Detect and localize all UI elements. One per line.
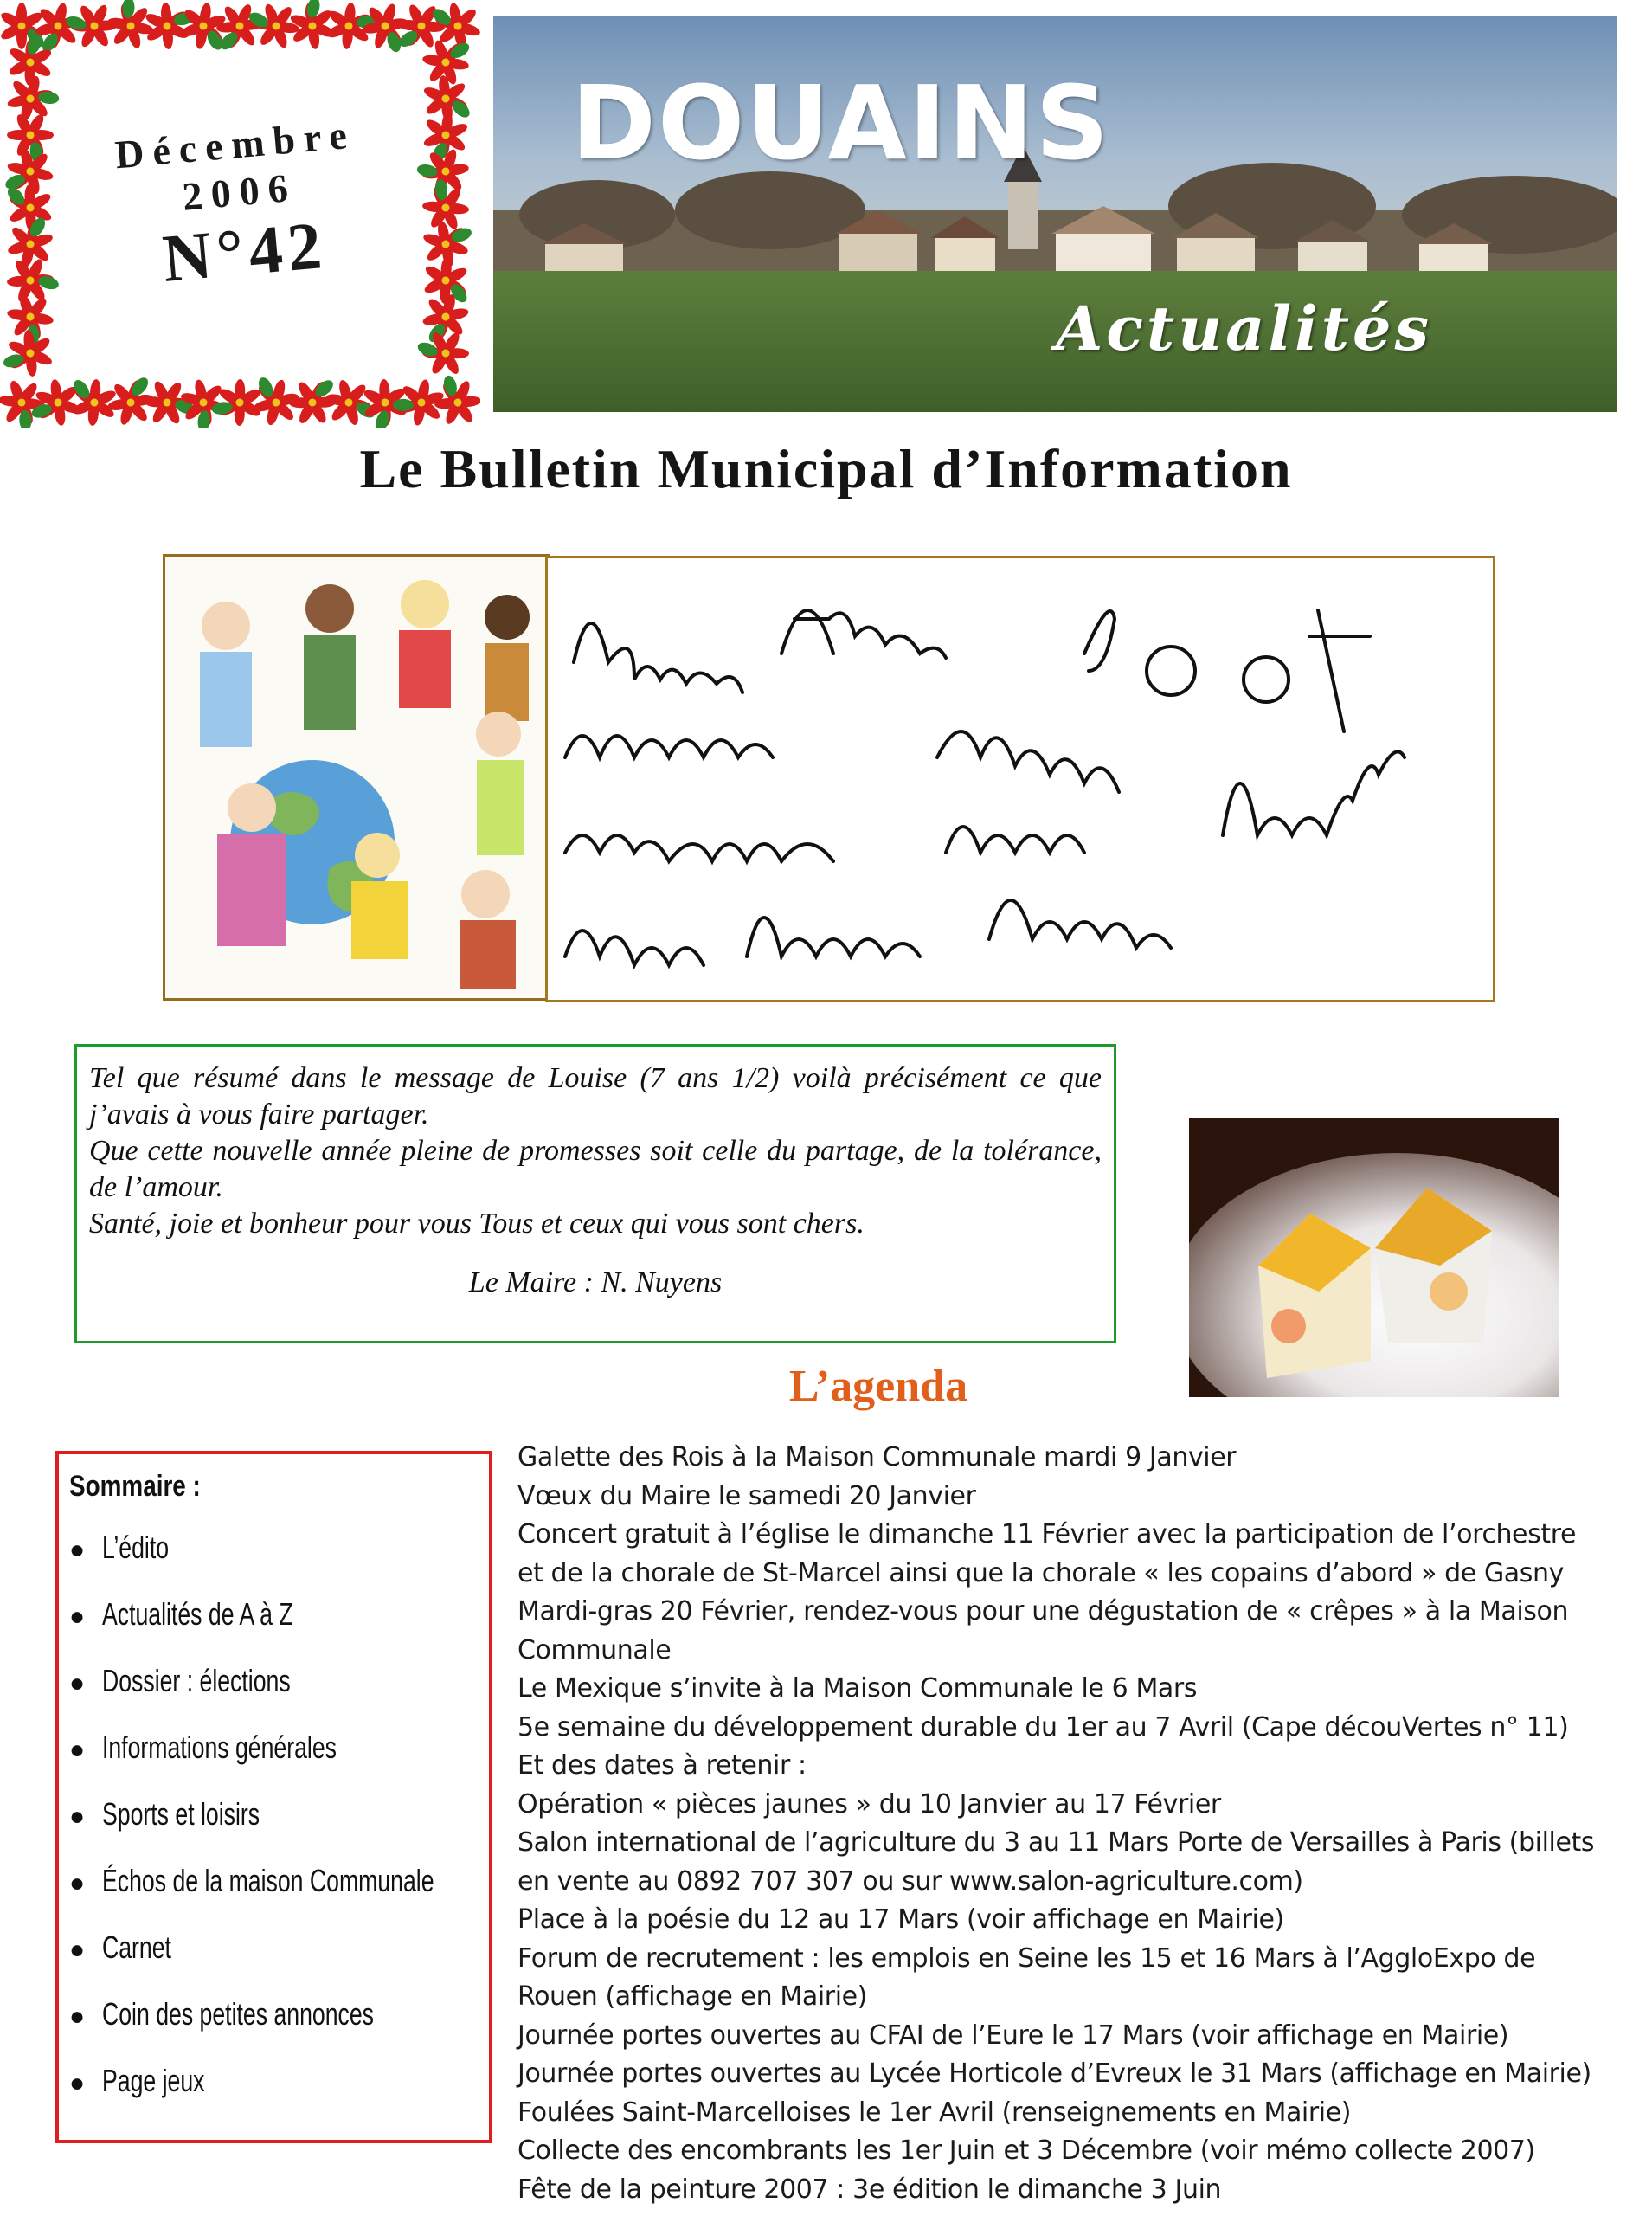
edito-paragraph: Tel que résumé dans le message de Louise (7 ans 1/2) voilà précisément ce que j’avais à vous faire partager. <box>89 1062 1102 1131</box>
issue-year: 2006 <box>180 164 299 219</box>
agenda-item: 5e semaine du développement durable du 1er au 7 Avril (Cape découVertes n° 11) <box>517 1711 1569 1743</box>
sommaire-item <box>69 1863 489 1929</box>
bullet-icon: ● <box>69 2002 86 2031</box>
bulletin-title: Le Bulletin Municipal d’Information <box>359 438 1293 499</box>
sommaire-item-label: L’édito <box>102 1530 170 1565</box>
sommaire-item-label: Échos de la maison Communale <box>102 1863 434 1898</box>
poinsettia-icon <box>0 323 61 386</box>
sommaire-heading: Sommaire : <box>69 1470 201 1503</box>
sommaire-item <box>69 1730 489 1796</box>
agenda-item: Galette des Rois à la Maison Communale mardi 9 Janvier <box>517 1442 1237 1472</box>
agenda-item: Place à la poésie du 12 au 17 Mars (voir affichage en Mairie) <box>517 1904 1284 1935</box>
sommaire-item-label: Sports et loisirs <box>102 1796 260 1832</box>
sommaire-item-label: Informations générales <box>102 1730 337 1765</box>
bullet-icon: ● <box>69 1736 86 1764</box>
bullet-icon: ● <box>69 1936 86 1964</box>
agenda-item: Vœux du Maire le samedi 20 Janvier <box>517 1480 976 1511</box>
agenda-title: L’agenda <box>788 1362 968 1411</box>
sommaire-item-label: Coin des petites annonces <box>102 1996 374 2032</box>
masthead-title: DOUAINS <box>571 63 1111 183</box>
bullet-icon: ● <box>69 1669 86 1697</box>
sommaire-item <box>69 1596 489 1663</box>
agenda-item: Forum de recrutement : les emplois en Seine les 15 et 16 Mars à l’AggloExpo de Rouen (affichage en Mairie) <box>517 1942 1536 2012</box>
agenda-item: Salon international de l’agriculture du 3 au 11 Mars Porte de Versailles à Paris (billets en vente au 0892 707 307 ou sur www.salon-agriculture.com) <box>517 1827 1595 1897</box>
agenda-item: Journée portes ouvertes au Lycée Horticole d’Evreux le 31 Mars (affichage en Mairie) <box>517 2058 1591 2089</box>
sommaire-item-label: Dossier : élections <box>102 1663 291 1698</box>
handwritten-greeting-image <box>545 556 1495 1002</box>
bullet-icon: ● <box>69 1869 86 1897</box>
agenda-item: Journée portes ouvertes au CFAI de l’Eure le 17 Mars (voir affichage en Mairie) <box>517 2020 1509 2051</box>
agenda-item: Fête de la peinture 2007 : 3e édition le dimanche 3 Juin <box>517 2174 1222 2205</box>
poinsettia-icon <box>67 377 119 428</box>
agenda-item: Concert gratuit à l’église le dimanche 11 Février avec la participation de l’orchestre et de la chorale de St-Marcel ainsi que la chorale « les copains d’abord » de Gasny <box>517 1519 1577 1588</box>
masthead-photo <box>493 16 1617 412</box>
agenda-item: Et des dates à retenir : <box>517 1750 807 1781</box>
sommaire-item <box>69 2063 489 2129</box>
children-drawing-image <box>163 554 550 1001</box>
edito-paragraph: Que cette nouvelle année pleine de promesses soit celle du partage, de la tolérance, de l’amour. <box>89 1135 1102 1203</box>
sommaire-item-label: Page jeux <box>102 2063 205 2098</box>
bullet-icon: ● <box>69 1602 86 1631</box>
agenda-item: Le Mexique s’invite à la Maison Communale le 6 Mars <box>517 1673 1198 1704</box>
issue-info <box>52 106 432 345</box>
sommaire-item <box>69 1796 489 1863</box>
sommaire-list <box>69 1530 489 2129</box>
edito-signature: Le Maire : N. Nuyens <box>468 1266 723 1298</box>
bullet-icon: ● <box>69 2069 86 2097</box>
sommaire-item <box>69 1929 489 1996</box>
bullet-icon: ● <box>69 1802 86 1831</box>
poinsettia-icon <box>352 370 418 428</box>
sommaire-item <box>69 1663 489 1730</box>
agenda-item: Collecte des encombrants les 1er Juin et 3 Décembre (voir mémo collecte 2007) <box>517 2135 1535 2166</box>
issue-month: Décembre <box>112 112 357 177</box>
poinsettia-icon <box>61 0 126 59</box>
issue-number: N°42 <box>159 206 330 296</box>
agenda-item: Opération « pièces jaunes » du 10 Janvier au 17 Février <box>517 1788 1221 1820</box>
sommaire-item <box>69 1530 489 1596</box>
agenda-item: Foulées Saint-Marcelloises le 1er Avril (renseignements en Mairie) <box>517 2097 1352 2128</box>
paper-houses-photo <box>1189 1118 1559 1397</box>
sommaire-box <box>55 1451 492 2143</box>
agenda-list <box>517 1439 1599 2209</box>
sommaire-item <box>69 1996 489 2063</box>
sommaire-item-label: Actualités de A à Z <box>102 1596 293 1632</box>
masthead-subtitle: Actualités <box>1056 293 1432 364</box>
poinsettia-icon <box>4 183 54 232</box>
sommaire-item-label: Carnet <box>102 1929 171 1965</box>
bullet-icon: ● <box>69 1536 86 1564</box>
agenda-item: Mardi-gras 20 Février, rendez-vous pour une dégustation de « crêpes » à la Maison Communale <box>517 1596 1569 1665</box>
edito-box <box>74 1044 1116 1343</box>
edito-paragraph: Santé, joie et bonheur pour vous Tous et ceux qui vous sont chers. <box>89 1208 865 1240</box>
